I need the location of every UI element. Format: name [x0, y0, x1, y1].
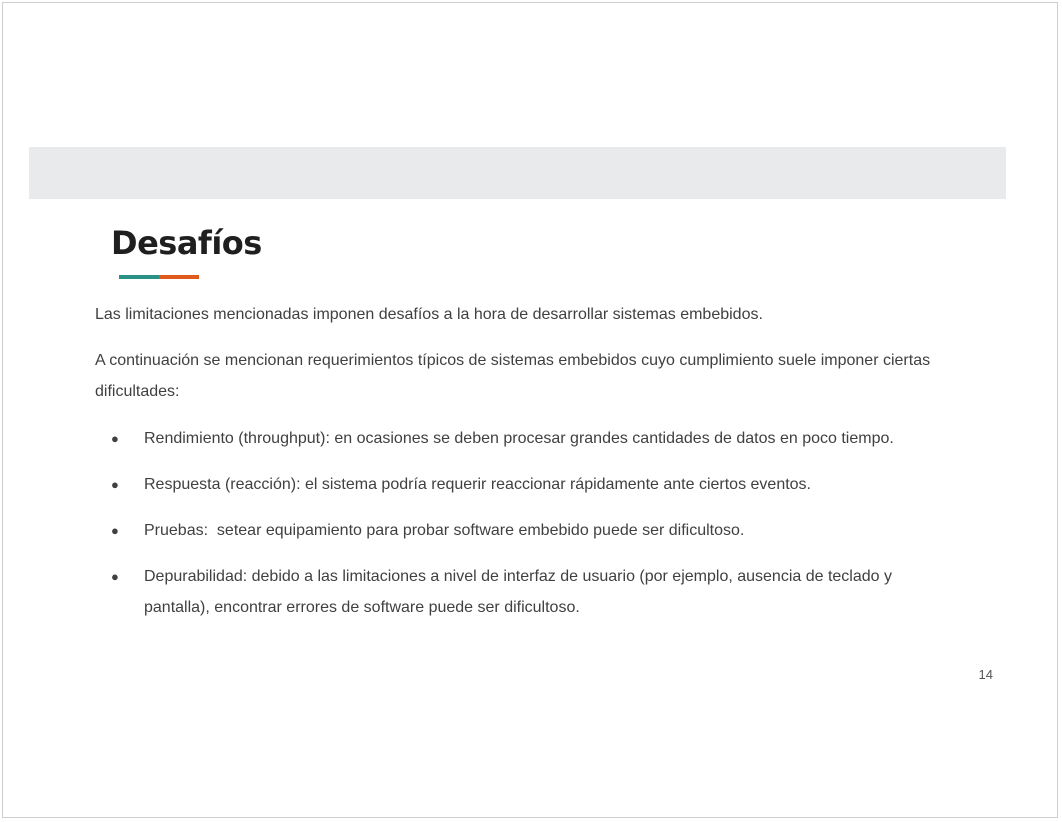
bullet-icon: ● [111, 569, 119, 584]
page-number: 14 [978, 667, 993, 682]
bullet-icon: ● [111, 523, 119, 538]
list-item-rendimiento [95, 423, 955, 454]
bullet-icon: ● [111, 477, 119, 492]
list-item-respuesta [95, 469, 955, 500]
title-accent-teal-bar [119, 275, 159, 279]
list-item-pruebas [95, 515, 955, 546]
intro-paragraph: Las limitaciones mencionadas imponen desafíos a la hora de desarrollar sistemas embebidos. [95, 306, 763, 323]
slide-title: Desafíos [111, 224, 262, 262]
title-accent-orange-bar [159, 275, 199, 279]
list-item-text: Pruebas: setear equipamiento para probar software embebido puede ser dificultoso. [144, 522, 745, 539]
bullet-icon: ● [111, 431, 119, 446]
list-item-text: Depurabilidad: debido a las limitaciones a nivel de interfaz de usuario (por ejemplo, ausencia de teclado y pantalla), encontrar errores de software puede ser dificultoso. [144, 568, 892, 616]
requirements-paragraph: A continuación se mencionan requerimientos típicos de sistemas embebidos cuyo cumplimiento suele imponer ciertas dificultades: [95, 352, 931, 400]
slide [2, 2, 1058, 818]
challenges-list [95, 423, 955, 638]
list-item-text: Rendimiento (throughput): en ocasiones se deben procesar grandes cantidades de datos en poco tiempo. [144, 430, 894, 447]
list-item-depurabilidad [95, 561, 955, 623]
header-band [29, 147, 1006, 199]
list-item-text: Respuesta (reacción): el sistema podría requerir reaccionar rápidamente ante ciertos eventos. [144, 476, 811, 493]
